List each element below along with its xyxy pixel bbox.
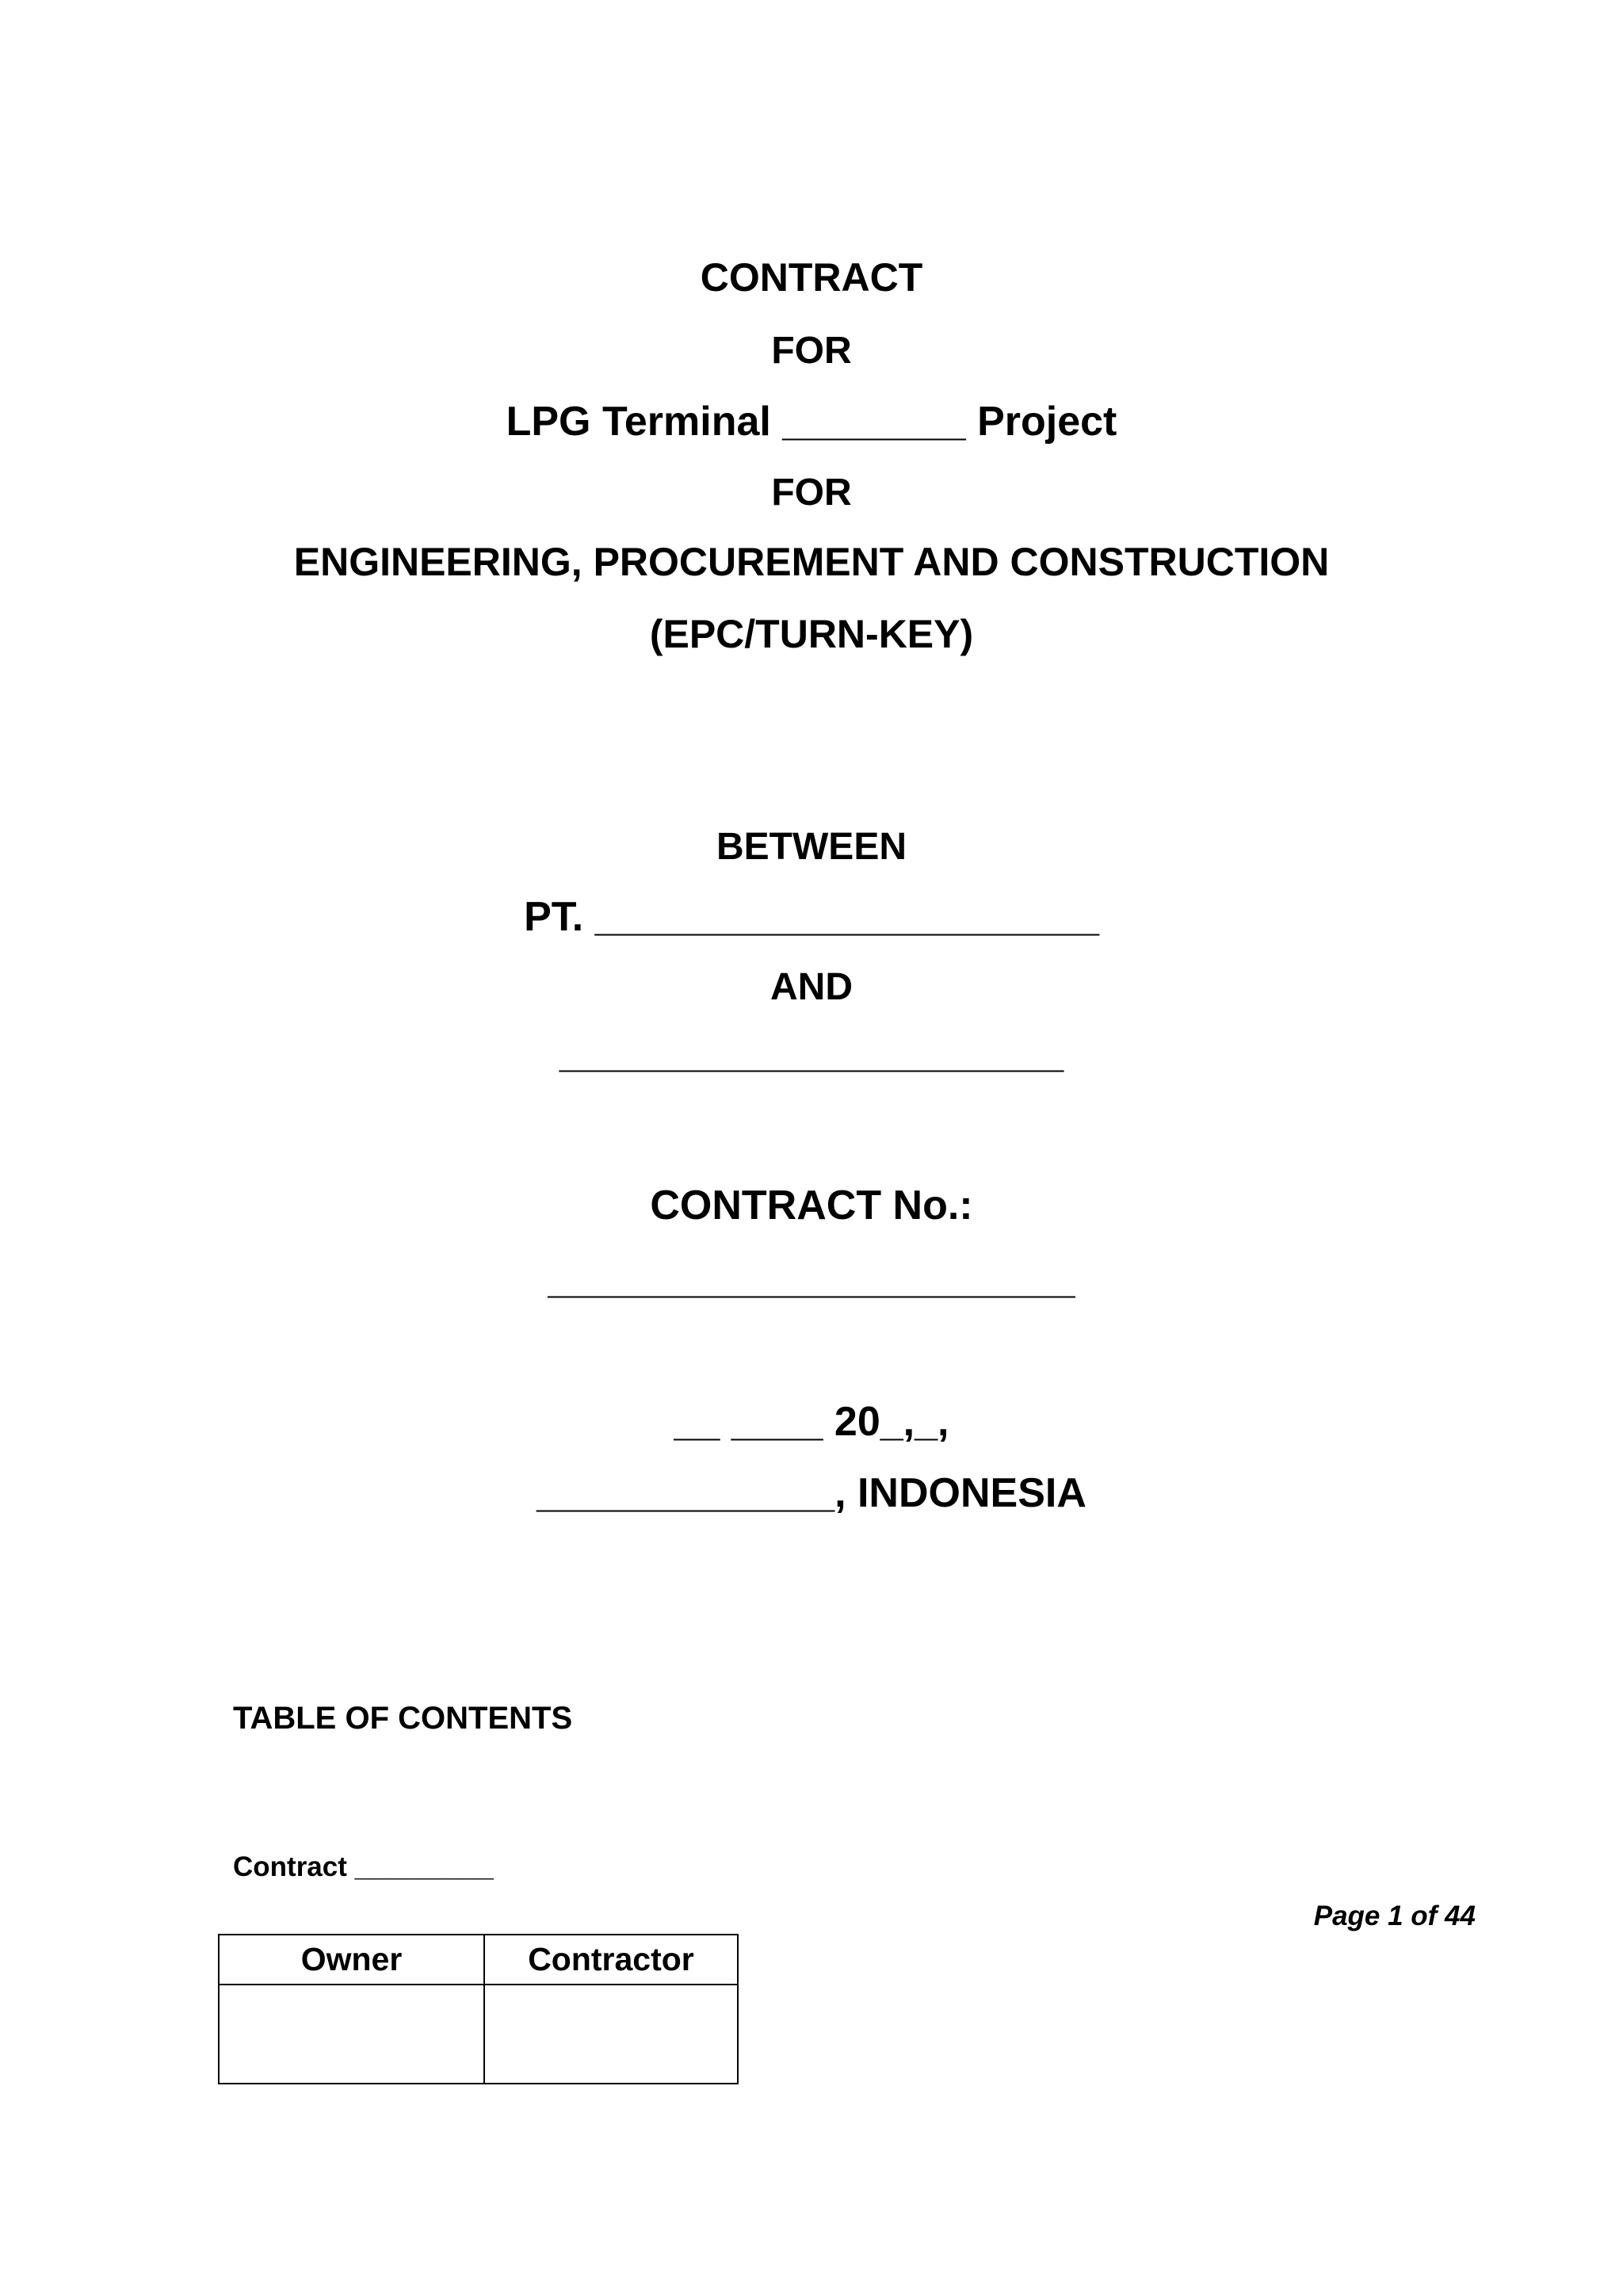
party-2-line: ______________________ xyxy=(559,1030,1064,1076)
project-name: LPG Terminal ________ Project xyxy=(506,399,1117,445)
contract-reference: Contract _________ xyxy=(233,1851,494,1882)
scope-type-line: (EPC/TURN-KEY) xyxy=(649,612,974,656)
contract-location: _____________, INDONESIA xyxy=(537,1470,1086,1516)
contractor-header: Contractor xyxy=(484,1935,738,1985)
between-label: BETWEEN xyxy=(716,826,907,868)
contract-number-label: CONTRACT No.: xyxy=(650,1182,973,1228)
signature-table xyxy=(218,1934,739,2084)
page-indicator: Page 1 of 44 xyxy=(1313,1901,1476,1931)
contractor-signature-cell xyxy=(484,1985,738,2084)
contract-date: __ ____ 20_,_, xyxy=(674,1399,949,1445)
for-line-1: FOR xyxy=(771,330,852,372)
party-1-line: PT. ______________________ xyxy=(524,894,1099,940)
owner-signature-cell xyxy=(219,1985,484,2084)
for-line-2: FOR xyxy=(771,472,852,514)
contract-number-value: _______________________ xyxy=(548,1256,1075,1302)
signature-table-header-row xyxy=(219,1935,738,1985)
signature-row xyxy=(219,1985,738,2084)
owner-header: Owner xyxy=(219,1935,484,1985)
contract-title: CONTRACT xyxy=(700,255,923,300)
toc-heading: TABLE OF CONTENTS xyxy=(233,1701,573,1736)
scope-line: ENGINEERING, PROCUREMENT AND CONSTRUCTION xyxy=(293,540,1330,584)
and-label: AND xyxy=(770,966,853,1008)
